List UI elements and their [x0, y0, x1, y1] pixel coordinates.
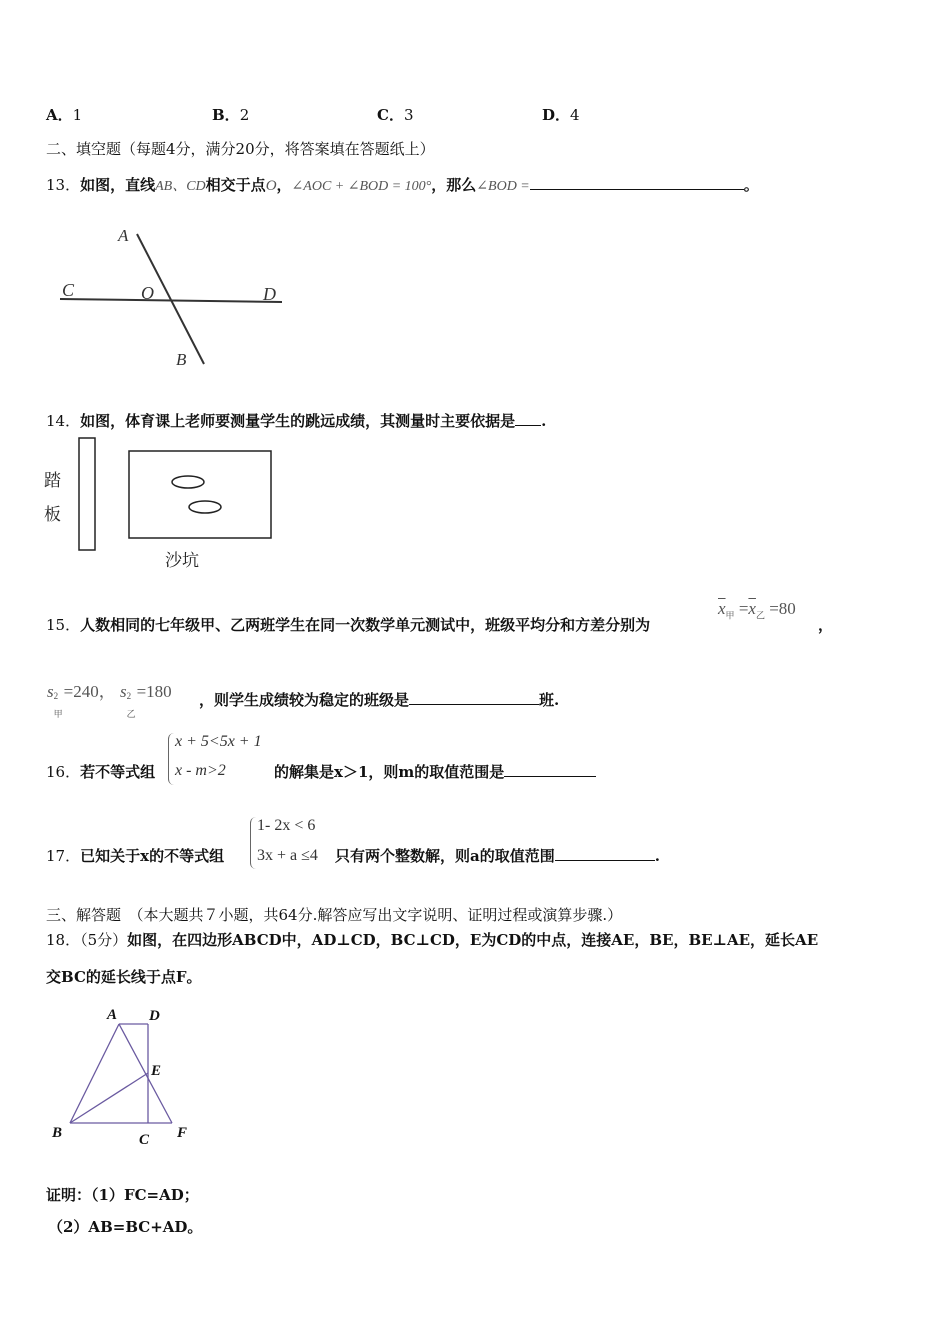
q15-sub-yi: 乙	[755, 610, 765, 621]
q13-text3: ，那么	[431, 176, 477, 194]
q14-number: 14．	[46, 412, 81, 430]
q15-number: 15．	[46, 616, 81, 634]
label-b: B	[176, 350, 187, 369]
option-c-letter: C．	[377, 106, 404, 124]
label-c: C	[139, 1132, 150, 1148]
q17-number: 17．	[46, 847, 81, 865]
q13-comma: ，	[276, 176, 292, 194]
label-d: D	[263, 284, 276, 304]
q13-text2: 相交于点	[205, 176, 266, 194]
q15-mean-formula	[718, 599, 796, 621]
label-a: A	[107, 1007, 118, 1023]
q15-answer-blank[interactable]	[409, 690, 539, 705]
q15-line2	[199, 689, 559, 710]
q15-var-yi: =180	[136, 682, 172, 701]
label-d: D	[149, 1008, 160, 1024]
option-d-letter: D．	[542, 106, 571, 124]
option-b-value: 2	[239, 106, 250, 124]
q15-comma: ，	[818, 616, 834, 634]
q18-line1	[46, 929, 818, 950]
option-a	[46, 104, 82, 125]
q17-text3: 只有两个整数解，则	[335, 847, 471, 865]
board-label-1: 踏	[44, 471, 61, 490]
q15-var-s2: s	[119, 682, 127, 701]
q16-text4: 的取值范围是	[414, 763, 505, 781]
board-label-2: 板	[44, 505, 61, 524]
q13-figure	[52, 222, 292, 372]
q15-end: 班.	[539, 691, 560, 709]
q13-number: 13．	[46, 176, 81, 194]
segment-af	[119, 1024, 172, 1123]
option-c-value: 3	[403, 106, 414, 124]
q15-var-s1: s	[47, 682, 54, 701]
q14-text: 如图，体育课上老师要测量学生的跳远成绩，其测量时主要依据是	[80, 412, 516, 430]
label-b: B	[52, 1125, 63, 1141]
q17-ineq2: 3x + a ≤4	[257, 847, 318, 864]
q16-tail	[274, 761, 596, 782]
q18-proof-1: 证明：（1）FC=AD；	[46, 1186, 199, 1204]
q16-ineq1: x + 5<5x + 1	[175, 733, 262, 750]
q18-text1: 如图，在四边形ABCD中，AD⊥CD，BC⊥CD，E为CD的中点，连接AE，BE，BE⊥AE，延长AE	[127, 931, 819, 949]
section3-title: 三、解答题 （本大题共７小题，共64分.解答应写出文字说明、证明过程或演算步骤.）	[46, 906, 623, 924]
footprint	[172, 476, 204, 488]
q13-lines: AB、CD	[155, 179, 206, 194]
label-a: A	[118, 226, 129, 245]
label-o: O	[141, 283, 154, 303]
q15-line1	[46, 614, 650, 635]
q18-line2: 交BC的延长线于点F。	[46, 968, 202, 986]
q15-var-sup2: 2	[126, 691, 132, 701]
option-c	[377, 104, 414, 125]
q16-lead	[46, 761, 155, 782]
q18-proof-2: （2）AB=BC+AD。	[48, 1218, 203, 1236]
q18-number: 18．	[46, 931, 81, 949]
q13-condition: ∠AOC + ∠BOD = 100°	[291, 179, 432, 194]
q15-variance-formula	[47, 677, 172, 719]
q13-point: O	[265, 178, 277, 194]
q17-var-a: a	[470, 847, 480, 865]
option-b-letter: B．	[212, 106, 240, 124]
q13	[46, 174, 759, 195]
q17-answer-blank[interactable]	[555, 846, 655, 861]
option-a-letter: A．	[46, 106, 73, 124]
q17-var-x: x	[140, 847, 150, 865]
q17-tail	[335, 845, 660, 866]
q16-number: 16．	[46, 763, 81, 781]
label-e: E	[151, 1063, 162, 1079]
q14-figure	[40, 436, 280, 572]
q17-text4: 的取值范围	[479, 847, 555, 865]
label-c: C	[62, 280, 75, 300]
q18-figure	[48, 1004, 198, 1150]
q16-text3: ，则	[368, 763, 399, 781]
option-d-value: 4	[570, 106, 580, 124]
q17-lead	[46, 845, 224, 866]
takeoff-board	[79, 438, 95, 550]
q14	[46, 410, 546, 431]
q15-text2: ，则学生成绩较为稳定的班级是	[199, 691, 410, 709]
q15-var-sub-yi: 乙	[126, 709, 136, 719]
q16-text1: 若不等式组	[80, 763, 156, 781]
q13-ask: ∠BOD =	[476, 179, 530, 194]
q14-answer-blank[interactable]	[515, 411, 541, 426]
q13-answer-blank[interactable]	[530, 175, 744, 190]
q17-brace	[250, 817, 256, 869]
q16-answer-blank[interactable]	[504, 762, 596, 777]
q15-text1: 人数相同的七年级甲、乙两班学生在同一次数学单元测试中，班级平均分和方差分别为	[80, 616, 651, 634]
sand-pit-label: 沙坑	[165, 551, 199, 570]
q14-end: .	[541, 412, 547, 430]
q17-ineq1: 1- 2x < 6	[257, 817, 316, 834]
q16-solution: x＞1	[334, 763, 369, 781]
q13-end: 。	[743, 176, 759, 194]
q15-var-sub-jia: 甲	[53, 709, 63, 719]
q15-sub-jia: 甲	[725, 610, 735, 621]
q15-mean-x2: $\overline{x}$	[748, 599, 756, 618]
segment-ab	[70, 1024, 119, 1123]
sand-pit	[129, 451, 271, 538]
label-f: F	[177, 1125, 188, 1141]
q15-var-sup1: 2	[53, 691, 59, 701]
q13-text1: 如图，直线	[80, 176, 156, 194]
q16-text2: 的解集是	[274, 763, 335, 781]
option-b	[212, 104, 249, 125]
footprint	[189, 501, 221, 513]
q17-text1: 已知关于	[80, 847, 141, 865]
q15-mean-val: =80	[769, 599, 796, 618]
option-d	[542, 104, 580, 125]
q18-score: （5分）	[80, 931, 128, 949]
option-a-value: 1	[72, 106, 83, 124]
q17-text2: 的不等式组	[149, 847, 225, 865]
q16-var: m	[398, 763, 415, 781]
q15-var-jia: =240，	[63, 682, 116, 701]
q15-mean-x1: $\overline{x}$	[718, 599, 726, 618]
q16-ineq2: x - m>2	[175, 762, 226, 779]
q17-end: .	[654, 847, 660, 865]
section2-title: 二、填空题（每题4分，满分20分，将答案填在答题纸上）	[46, 140, 435, 158]
q15-mean-eq: =	[738, 599, 749, 618]
q16-brace	[168, 733, 174, 785]
